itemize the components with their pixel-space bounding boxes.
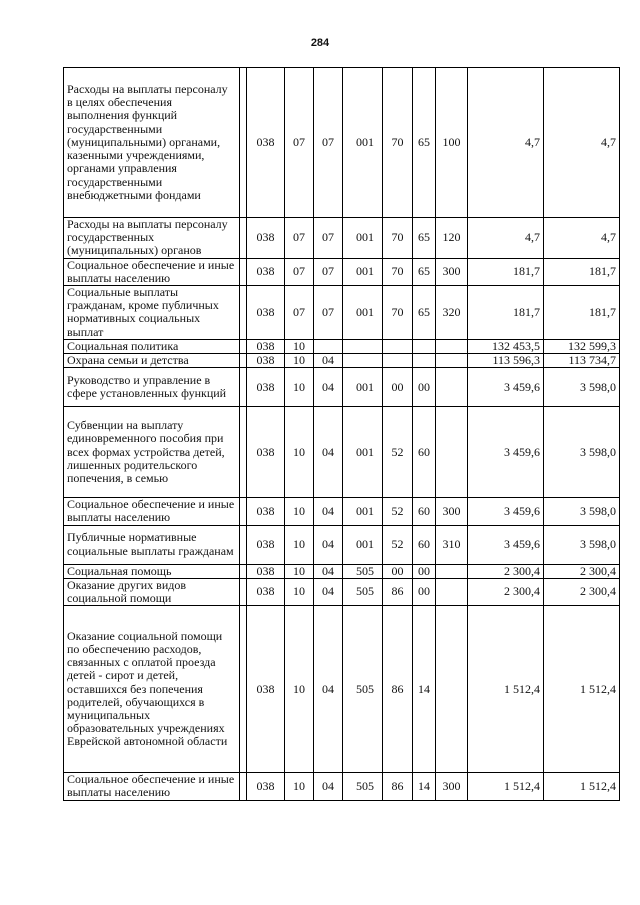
target-article-code-1: 001 bbox=[343, 218, 383, 259]
section-code: 10 bbox=[285, 368, 314, 407]
section-code: 07 bbox=[285, 258, 314, 285]
target-article-code-2: 86 bbox=[383, 606, 413, 773]
ved-code: 038 bbox=[247, 564, 285, 578]
expense-type-code: 310 bbox=[436, 525, 468, 564]
spacer-cell bbox=[240, 218, 247, 259]
section-code: 10 bbox=[285, 407, 314, 498]
target-article-code-3: 00 bbox=[413, 578, 436, 605]
target-article-code-2: 52 bbox=[383, 525, 413, 564]
amount-year-2: 181,7 bbox=[544, 258, 620, 285]
expense-type-code: 300 bbox=[436, 258, 468, 285]
target-article-code-3: 00 bbox=[413, 368, 436, 407]
amount-year-2: 4,7 bbox=[544, 218, 620, 259]
spacer-cell bbox=[240, 606, 247, 773]
target-article-code-1: 505 bbox=[343, 564, 383, 578]
target-article-code-2: 00 bbox=[383, 564, 413, 578]
spacer-cell bbox=[240, 407, 247, 498]
amount-year-1: 1 512,4 bbox=[468, 606, 544, 773]
subsection-code: 04 bbox=[314, 525, 343, 564]
target-article-code-1: 001 bbox=[343, 407, 383, 498]
amount-year-1: 181,7 bbox=[468, 286, 544, 340]
expense-type-code bbox=[436, 368, 468, 407]
expense-type-code: 300 bbox=[436, 498, 468, 525]
target-article-code-3: 65 bbox=[413, 218, 436, 259]
ved-code: 038 bbox=[247, 339, 285, 353]
ved-code: 038 bbox=[247, 498, 285, 525]
target-article-code-2 bbox=[383, 354, 413, 368]
expense-type-code: 120 bbox=[436, 218, 468, 259]
section-code: 10 bbox=[285, 525, 314, 564]
target-article-code-3: 60 bbox=[413, 525, 436, 564]
amount-year-1: 3 459,6 bbox=[468, 368, 544, 407]
row-name: Субвенции на выплату единовременного пособия при всех формах устройства детей, лишенных родительского попечения, в семью bbox=[64, 407, 240, 498]
row-name: Социальные выплаты гражданам, кроме публичных нормативных социальных выплат bbox=[64, 286, 240, 340]
section-code: 07 bbox=[285, 68, 314, 218]
target-article-code-3: 65 bbox=[413, 286, 436, 340]
target-article-code-1: 505 bbox=[343, 606, 383, 773]
row-name: Социальная политика bbox=[64, 339, 240, 353]
expense-type-code: 300 bbox=[436, 773, 468, 800]
amount-year-2: 113 734,7 bbox=[544, 354, 620, 368]
amount-year-1: 132 453,5 bbox=[468, 339, 544, 353]
spacer-cell bbox=[240, 525, 247, 564]
ved-code: 038 bbox=[247, 407, 285, 498]
table-row bbox=[64, 498, 620, 525]
target-article-code-2: 70 bbox=[383, 218, 413, 259]
expense-type-code bbox=[436, 354, 468, 368]
table-row bbox=[64, 368, 620, 407]
ved-code: 038 bbox=[247, 368, 285, 407]
target-article-code-3: 60 bbox=[413, 498, 436, 525]
row-name: Расходы на выплаты персоналу государственных (муниципальных) органов bbox=[64, 218, 240, 259]
section-code: 10 bbox=[285, 578, 314, 605]
target-article-code-1: 001 bbox=[343, 68, 383, 218]
amount-year-2: 3 598,0 bbox=[544, 525, 620, 564]
target-article-code-3 bbox=[413, 354, 436, 368]
amount-year-1: 1 512,4 bbox=[468, 773, 544, 800]
section-code: 07 bbox=[285, 218, 314, 259]
table-row bbox=[64, 354, 620, 368]
amount-year-2: 1 512,4 bbox=[544, 773, 620, 800]
ved-code: 038 bbox=[247, 286, 285, 340]
target-article-code-2: 52 bbox=[383, 407, 413, 498]
amount-year-1: 2 300,4 bbox=[468, 564, 544, 578]
target-article-code-2: 86 bbox=[383, 578, 413, 605]
section-code: 10 bbox=[285, 773, 314, 800]
expense-type-code bbox=[436, 578, 468, 605]
subsection-code: 07 bbox=[314, 286, 343, 340]
subsection-code: 07 bbox=[314, 218, 343, 259]
ved-code: 038 bbox=[247, 258, 285, 285]
target-article-code-2: 86 bbox=[383, 773, 413, 800]
spacer-cell bbox=[240, 286, 247, 340]
target-article-code-3: 14 bbox=[413, 606, 436, 773]
subsection-code: 04 bbox=[314, 368, 343, 407]
spacer-cell bbox=[240, 564, 247, 578]
target-article-code-1: 505 bbox=[343, 773, 383, 800]
target-article-code-3: 60 bbox=[413, 407, 436, 498]
expense-type-code: 100 bbox=[436, 68, 468, 218]
target-article-code-1: 001 bbox=[343, 286, 383, 340]
row-name: Оказание социальной помощи по обеспечению расходов, связанных с оплатой проезда детей - сирот и детей, оставшихся без попечения родителей, обучающихся в муниципальных образовательных учреждениях Еврейской автономной области bbox=[64, 606, 240, 773]
target-article-code-1: 001 bbox=[343, 368, 383, 407]
table-row bbox=[64, 407, 620, 498]
amount-year-1: 181,7 bbox=[468, 258, 544, 285]
row-name: Социальное обеспечение и иные выплаты населению bbox=[64, 258, 240, 285]
ved-code: 038 bbox=[247, 606, 285, 773]
section-code: 10 bbox=[285, 606, 314, 773]
table-row bbox=[64, 339, 620, 353]
table-row bbox=[64, 68, 620, 218]
section-code: 10 bbox=[285, 339, 314, 353]
ved-code: 038 bbox=[247, 218, 285, 259]
amount-year-2: 132 599,3 bbox=[544, 339, 620, 353]
amount-year-1: 4,7 bbox=[468, 218, 544, 259]
row-name: Социальная помощь bbox=[64, 564, 240, 578]
table-row bbox=[64, 578, 620, 605]
expense-type-code: 320 bbox=[436, 286, 468, 340]
amount-year-1: 3 459,6 bbox=[468, 407, 544, 498]
amount-year-2: 3 598,0 bbox=[544, 407, 620, 498]
section-code: 10 bbox=[285, 498, 314, 525]
table-row bbox=[64, 564, 620, 578]
target-article-code-3: 00 bbox=[413, 564, 436, 578]
target-article-code-1 bbox=[343, 354, 383, 368]
spacer-cell bbox=[240, 354, 247, 368]
ved-code: 038 bbox=[247, 525, 285, 564]
target-article-code-2: 70 bbox=[383, 258, 413, 285]
spacer-cell bbox=[240, 368, 247, 407]
expense-type-code bbox=[436, 339, 468, 353]
spacer-cell bbox=[240, 68, 247, 218]
row-name: Охрана семьи и детства bbox=[64, 354, 240, 368]
subsection-code bbox=[314, 339, 343, 353]
table-row bbox=[64, 525, 620, 564]
spacer-cell bbox=[240, 258, 247, 285]
amount-year-2: 181,7 bbox=[544, 286, 620, 340]
subsection-code: 07 bbox=[314, 258, 343, 285]
ved-code: 038 bbox=[247, 68, 285, 218]
section-code: 07 bbox=[285, 286, 314, 340]
row-name: Публичные нормативные социальные выплаты гражданам bbox=[64, 525, 240, 564]
target-article-code-2: 52 bbox=[383, 498, 413, 525]
table-row bbox=[64, 606, 620, 773]
amount-year-2: 2 300,4 bbox=[544, 578, 620, 605]
amount-year-2: 4,7 bbox=[544, 68, 620, 218]
expense-type-code bbox=[436, 564, 468, 578]
budget-table bbox=[63, 67, 620, 801]
target-article-code-3: 14 bbox=[413, 773, 436, 800]
table-row bbox=[64, 218, 620, 259]
spacer-cell bbox=[240, 498, 247, 525]
spacer-cell bbox=[240, 773, 247, 800]
target-article-code-1: 505 bbox=[343, 578, 383, 605]
amount-year-1: 4,7 bbox=[468, 68, 544, 218]
amount-year-2: 1 512,4 bbox=[544, 606, 620, 773]
amount-year-1: 3 459,6 bbox=[468, 525, 544, 564]
row-name: Расходы на выплаты персоналу в целях обеспечения выполнения функций государственными (муниципальными) органами, казенными учреждениями, органами управления государственными внебюджетными фондами bbox=[64, 68, 240, 218]
row-name: Руководство и управление в сфере установленных функций bbox=[64, 368, 240, 407]
subsection-code: 04 bbox=[314, 498, 343, 525]
subsection-code: 04 bbox=[314, 564, 343, 578]
section-code: 10 bbox=[285, 354, 314, 368]
table-row bbox=[64, 286, 620, 340]
target-article-code-3 bbox=[413, 339, 436, 353]
target-article-code-2: 70 bbox=[383, 68, 413, 218]
target-article-code-2 bbox=[383, 339, 413, 353]
amount-year-1: 113 596,3 bbox=[468, 354, 544, 368]
target-article-code-1: 001 bbox=[343, 258, 383, 285]
target-article-code-1: 001 bbox=[343, 498, 383, 525]
amount-year-1: 3 459,6 bbox=[468, 498, 544, 525]
amount-year-1: 2 300,4 bbox=[468, 578, 544, 605]
expense-type-code bbox=[436, 606, 468, 773]
target-article-code-2: 70 bbox=[383, 286, 413, 340]
subsection-code: 04 bbox=[314, 578, 343, 605]
subsection-code: 04 bbox=[314, 773, 343, 800]
spacer-cell bbox=[240, 339, 247, 353]
target-article-code-1: 001 bbox=[343, 525, 383, 564]
ved-code: 038 bbox=[247, 773, 285, 800]
target-article-code-3: 65 bbox=[413, 258, 436, 285]
row-name: Социальное обеспечение и иные выплаты населению bbox=[64, 773, 240, 800]
subsection-code: 07 bbox=[314, 68, 343, 218]
target-article-code-3: 65 bbox=[413, 68, 436, 218]
target-article-code-1 bbox=[343, 339, 383, 353]
subsection-code: 04 bbox=[314, 354, 343, 368]
expense-type-code bbox=[436, 407, 468, 498]
table-row bbox=[64, 258, 620, 285]
ved-code: 038 bbox=[247, 578, 285, 605]
row-name: Социальное обеспечение и иные выплаты населению bbox=[64, 498, 240, 525]
amount-year-2: 3 598,0 bbox=[544, 368, 620, 407]
page-number: 284 bbox=[310, 37, 330, 49]
table-row bbox=[64, 773, 620, 800]
ved-code: 038 bbox=[247, 354, 285, 368]
spacer-cell bbox=[240, 578, 247, 605]
row-name: Оказание других видов социальной помощи bbox=[64, 578, 240, 605]
subsection-code: 04 bbox=[314, 606, 343, 773]
target-article-code-2: 00 bbox=[383, 368, 413, 407]
subsection-code: 04 bbox=[314, 407, 343, 498]
amount-year-2: 3 598,0 bbox=[544, 498, 620, 525]
section-code: 10 bbox=[285, 564, 314, 578]
amount-year-2: 2 300,4 bbox=[544, 564, 620, 578]
